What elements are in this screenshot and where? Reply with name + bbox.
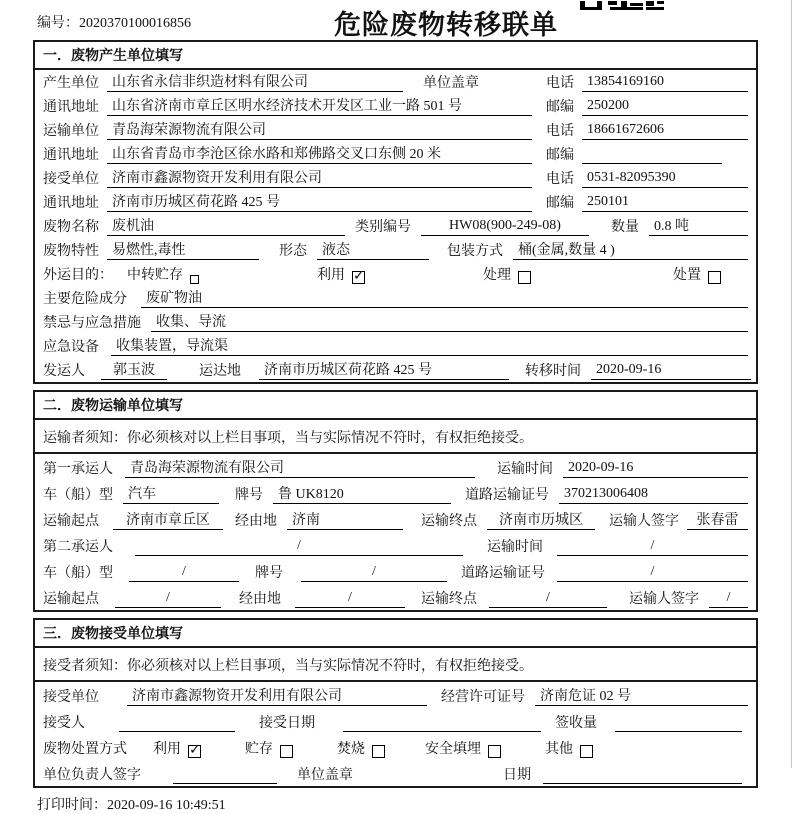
producer-postal-label: 邮编 bbox=[546, 100, 574, 115]
vehicle1-plate-label: 牌号 bbox=[235, 488, 263, 503]
destination-value: 济南市历城区荷花路 425 号 bbox=[259, 359, 509, 380]
waste-form-label: 形态 bbox=[279, 244, 307, 259]
row-producer-unit bbox=[35, 70, 756, 94]
waste-code-label: 类别编号 bbox=[355, 220, 411, 235]
emergency-measures-value: 收集、导流 bbox=[151, 311, 748, 332]
unit-seal-label: 单位盖章 bbox=[423, 76, 479, 91]
qr-code-fragment-icon bbox=[580, 0, 664, 10]
waste-code-value: HW08(900-249-08) bbox=[421, 218, 589, 236]
transporter-postal-value bbox=[582, 146, 722, 164]
accept-unit-label: 接受单位 bbox=[43, 690, 99, 705]
route1-start-value: 济南市章丘区 bbox=[113, 509, 223, 530]
row-dispatch bbox=[35, 358, 756, 382]
print-time-value: 2020-09-16 10:49:51 bbox=[107, 798, 226, 813]
row-disposal-method bbox=[35, 734, 756, 760]
transporter-postal-label: 邮编 bbox=[546, 148, 574, 163]
serial-number bbox=[37, 12, 191, 32]
vehicle1-plate-value: 鲁 UK8120 bbox=[273, 483, 451, 504]
row-transporter-unit bbox=[35, 118, 756, 142]
responsible-sign-label: 单位负责人签字 bbox=[43, 768, 141, 783]
accept-date-value bbox=[343, 714, 541, 732]
disposal-landfill-label: 安全填埋 bbox=[425, 742, 481, 757]
transfer-time-label: 转移时间 bbox=[525, 364, 581, 379]
road-license2-label: 道路运输证号 bbox=[461, 566, 545, 581]
second-carrier-value: / bbox=[135, 538, 463, 556]
disposal-store-label: 贮存 bbox=[245, 742, 273, 757]
serial-label: 编号： bbox=[37, 16, 79, 31]
vehicle2-plate-value: / bbox=[301, 564, 447, 582]
road-license1-label: 道路运输证号 bbox=[465, 488, 549, 503]
purpose-utilize-checkbox bbox=[352, 271, 365, 284]
sign-date-label: 日期 bbox=[503, 768, 531, 783]
transport-time1-value: 2020-09-16 bbox=[563, 460, 748, 478]
purpose-dispose-checkbox bbox=[708, 271, 721, 284]
row-waste-traits bbox=[35, 238, 756, 262]
purpose-option-treat-label: 处理 bbox=[483, 268, 511, 283]
first-carrier-value: 青岛海荣源物流有限公司 bbox=[125, 457, 475, 478]
row-route2 bbox=[35, 584, 756, 610]
transporter-unit-value: 青岛海荣源物流有限公司 bbox=[107, 119, 532, 140]
vehicle2-plate-label: 牌号 bbox=[255, 566, 283, 581]
vehicle2-type-value: / bbox=[129, 564, 239, 582]
transporter-address-label: 通讯地址 bbox=[43, 148, 99, 163]
waste-name-label: 废物名称 bbox=[43, 220, 99, 235]
row-first-carrier bbox=[35, 454, 756, 480]
row-vehicle2 bbox=[35, 558, 756, 584]
accept-person-value bbox=[119, 714, 235, 732]
signed-qty-value bbox=[615, 714, 742, 732]
signed-qty-label: 签收量 bbox=[555, 716, 597, 731]
row-receiver-unit bbox=[35, 166, 756, 190]
section-producer bbox=[33, 40, 758, 384]
first-carrier-label: 第一承运人 bbox=[43, 462, 113, 477]
row-transporter-address bbox=[35, 142, 756, 166]
purpose-treat-checkbox bbox=[518, 271, 531, 284]
scan-edge-line bbox=[791, 0, 792, 768]
producer-phone-value: 13854169160 bbox=[582, 74, 748, 92]
sender-value: 郭玉波 bbox=[101, 359, 167, 380]
route1-via-label: 经由地 bbox=[235, 514, 277, 529]
document-header bbox=[0, 0, 796, 40]
responsible-sign-value bbox=[173, 766, 277, 784]
route2-start-value: / bbox=[115, 590, 221, 608]
transporter-phone-label: 电话 bbox=[546, 124, 574, 139]
producer-unit-value: 山东省永信非织造材料有限公司 bbox=[107, 71, 403, 92]
emergency-equipment-value: 收集装置，导流渠 bbox=[111, 335, 748, 356]
route2-end-value: / bbox=[489, 590, 607, 608]
transfer-time-value: 2020-09-16 bbox=[591, 362, 751, 380]
transporter-unit-label: 运输单位 bbox=[43, 124, 99, 139]
business-license-label: 经营许可证号 bbox=[441, 690, 525, 705]
route1-start-label: 运输起点 bbox=[43, 514, 99, 529]
receiver-address-value: 济南市历城区荷花路 425 号 bbox=[107, 191, 532, 212]
waste-qty-label: 数量 bbox=[611, 220, 639, 235]
road-license1-value: 370213006408 bbox=[559, 486, 748, 504]
transporter-address-value: 山东省青岛市李沧区徐水路和郑佛路交叉口东侧 20 米 bbox=[107, 143, 532, 164]
row-waste-name bbox=[35, 214, 756, 238]
row-producer-address bbox=[35, 94, 756, 118]
emergency-measures-label: 禁忌与应急措施 bbox=[43, 316, 141, 331]
purpose-label: 外运目的： bbox=[43, 268, 113, 283]
row-emergency-measures bbox=[35, 310, 756, 334]
producer-address-label: 通讯地址 bbox=[43, 100, 99, 115]
section-receiver bbox=[33, 618, 758, 788]
row-emergency-equipment bbox=[35, 334, 756, 358]
disposal-utilize-checkbox bbox=[188, 745, 201, 758]
receiver-postal-value: 250101 bbox=[582, 194, 748, 212]
receiver-unit-value: 济南市鑫源物资开发利用有限公司 bbox=[107, 167, 532, 188]
producer-postal-value: 250200 bbox=[582, 98, 748, 116]
disposal-store-checkbox bbox=[280, 745, 293, 758]
accept-date-label: 接受日期 bbox=[259, 716, 315, 731]
waste-traits-label: 废物特性 bbox=[43, 244, 99, 259]
business-license-value: 济南危证 02 号 bbox=[535, 685, 748, 706]
unit-seal2-label: 单位盖章 bbox=[297, 768, 353, 783]
print-time-label: 打印时间： bbox=[37, 798, 107, 813]
row-receiver-address bbox=[35, 190, 756, 214]
serial-value: 2020370100016856 bbox=[79, 16, 191, 31]
waste-form-value: 液态 bbox=[317, 239, 429, 260]
purpose-option-utilize-label: 利用 bbox=[317, 268, 345, 283]
waste-qty-value: 0.8 吨 bbox=[649, 215, 748, 236]
transport-time2-label: 运输时间 bbox=[487, 540, 543, 555]
route2-sign-label: 运输人签字 bbox=[629, 592, 699, 607]
disposal-other-label: 其他 bbox=[545, 742, 573, 757]
receiver-address-label: 通讯地址 bbox=[43, 196, 99, 211]
sender-label: 发运人 bbox=[43, 364, 85, 379]
packing-value: 桶(金属,数量 4 ) bbox=[513, 239, 748, 260]
row-hazard-components bbox=[35, 286, 756, 310]
receiver-phone-label: 电话 bbox=[546, 172, 574, 187]
section3-title: 三．废物接受单位填写 bbox=[35, 620, 756, 648]
print-time bbox=[37, 794, 796, 814]
route2-via-label: 经由地 bbox=[239, 592, 281, 607]
route2-sign-value: / bbox=[709, 590, 748, 608]
vehicle1-type-value: 汽车 bbox=[123, 483, 219, 504]
section-transporter bbox=[33, 390, 758, 612]
accept-person-label: 接受人 bbox=[43, 716, 85, 731]
row-responsible-sign bbox=[35, 760, 756, 786]
purpose-option-storage-label: 中转贮存 bbox=[127, 268, 183, 283]
purpose-storage-checkbox bbox=[190, 275, 199, 284]
page-title: 危险废物转移联单 bbox=[334, 10, 558, 40]
disposal-incinerate-checkbox bbox=[372, 745, 385, 758]
row-route1 bbox=[35, 506, 756, 532]
transport-time2-value: / bbox=[557, 538, 748, 556]
road-license2-value: / bbox=[557, 564, 748, 582]
hazard-components-label: 主要危险成分 bbox=[43, 292, 127, 307]
emergency-equipment-label: 应急设备 bbox=[43, 340, 99, 355]
vehicle1-type-label: 车（船）型 bbox=[43, 488, 113, 503]
row-accept-unit bbox=[35, 682, 756, 708]
disposal-landfill-checkbox bbox=[488, 745, 501, 758]
route1-sign-value: 张春雷 bbox=[687, 509, 748, 530]
transporter-notice: 运输者须知：你必须核对以上栏目事项，当与实际情况不符时，有权拒绝接受。 bbox=[35, 420, 756, 454]
row-acceptance bbox=[35, 708, 756, 734]
transport-time1-label: 运输时间 bbox=[497, 462, 553, 477]
producer-unit-label: 产生单位 bbox=[43, 76, 99, 91]
route2-start-label: 运输起点 bbox=[43, 592, 99, 607]
receiver-notice: 接受者须知：你必须核对以上栏目事项，当与实际情况不符时，有权拒绝接受。 bbox=[35, 648, 756, 682]
producer-address-value: 山东省济南市章丘区明水经济技术开发区工业一路 501 号 bbox=[107, 95, 532, 116]
second-carrier-label: 第二承运人 bbox=[43, 540, 113, 555]
packing-label: 包装方式 bbox=[447, 244, 503, 259]
disposal-other-checkbox bbox=[580, 745, 593, 758]
row-second-carrier bbox=[35, 532, 756, 558]
hazard-components-value: 废矿物油 bbox=[141, 287, 748, 308]
receiver-phone-value: 0531-82095390 bbox=[582, 170, 748, 188]
disposal-incinerate-label: 焚烧 bbox=[337, 742, 365, 757]
disposal-method-label: 废物处置方式 bbox=[43, 742, 127, 757]
row-transfer-purpose bbox=[35, 262, 756, 286]
producer-phone-label: 电话 bbox=[546, 76, 574, 91]
route2-end-label: 运输终点 bbox=[421, 592, 477, 607]
disposal-utilize-label: 利用 bbox=[153, 742, 181, 757]
row-vehicle1 bbox=[35, 480, 756, 506]
route1-end-value: 济南市历城区 bbox=[487, 509, 595, 530]
route1-sign-label: 运输人签字 bbox=[609, 514, 679, 529]
accept-unit-value: 济南市鑫源物资开发利用有限公司 bbox=[127, 685, 427, 706]
receiver-unit-label: 接受单位 bbox=[43, 172, 99, 187]
vehicle2-type-label: 车（船）型 bbox=[43, 566, 113, 581]
transporter-phone-value: 18661672606 bbox=[582, 122, 748, 140]
route1-end-label: 运输终点 bbox=[421, 514, 477, 529]
route1-via-value: 济南 bbox=[287, 509, 403, 530]
route2-via-value: / bbox=[295, 590, 405, 608]
waste-name-value: 废机油 bbox=[107, 215, 345, 236]
waste-traits-value: 易燃性,毒性 bbox=[107, 239, 259, 260]
purpose-option-dispose-label: 处置 bbox=[673, 268, 701, 283]
destination-label: 运达地 bbox=[199, 364, 241, 379]
section1-title: 一．废物产生单位填写 bbox=[35, 42, 756, 70]
section2-title: 二．废物运输单位填写 bbox=[35, 392, 756, 420]
receiver-postal-label: 邮编 bbox=[546, 196, 574, 211]
sign-date-value bbox=[543, 766, 742, 784]
